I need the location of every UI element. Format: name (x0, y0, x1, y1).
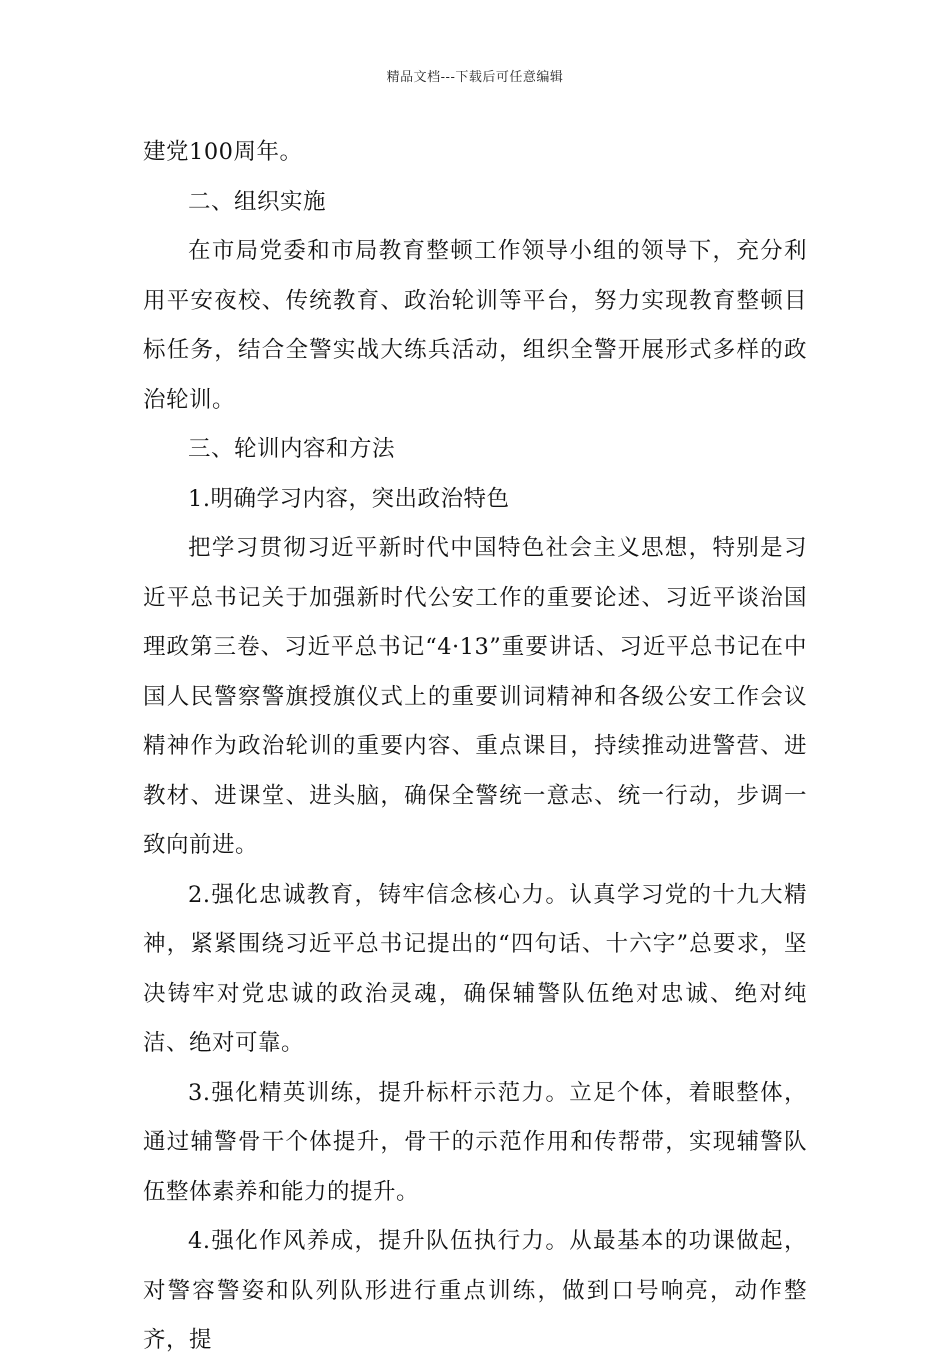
paragraph-style-cultivation: 4.强化作风养成，提升队伍执行力。从最基本的功课做起，对警容警姿和队列队形进行重点训练，做到口号响亮，动作整齐，提 (143, 1228, 807, 1353)
subheading-study-content: 1.明确学习内容，突出政治特色 (188, 485, 510, 512)
paragraph-elite-training: 3.强化精英训练，提升标杆示范力。立足个体，着眼整体，通过辅警骨干个体提升，骨干的示范作用和传帮带，实现辅警队伍整体素养和能力的提升。 (143, 1079, 807, 1205)
paragraph-intro-tail: 建党100周年。 (143, 139, 303, 165)
paragraph-study-content: 把学习贯彻习近平新时代中国特色社会主义思想，特别是习近平总书记关于加强新时代公安工作的重要论述、习近平谈治国理政第三卷、习近平总书记“4·13”重要讲话、习近平总书记在中国人民警察警旗授旗仪式上的重要训词精神和各级公安工作会议精神作为政治轮训的重要内容、重点课目，持续推动进警营、进教材、进课堂、进头脑，确保全警统一意志、统一行动，步调一致向前进。 (143, 535, 807, 858)
paragraph-organization: 在市局党委和市局教育整顿工作领导小组的领导下，充分利用平安夜校、传统教育、政治轮训等平台，努力实现教育整顿目标任务，结合全警实战大练兵活动，组织全警开展形式多样的政治轮训。 (143, 238, 807, 413)
section-heading-content-methods: 三、轮训内容和方法 (188, 436, 396, 462)
paragraph-loyalty-education: 2.强化忠诚教育，铸牢信念核心力。认真学习党的十九大精神，紧紧围绕习近平总书记提出的“四句话、十六字”总要求，坚决铸牢对党忠诚的政治灵魂，确保辅警队伍绝对忠诚、绝对纯洁、绝对可靠。 (143, 881, 807, 1056)
document-body (143, 128, 807, 1366)
page-header: 精品文档---下载后可任意编辑 (386, 70, 564, 85)
section-heading-organization: 二、组织实施 (188, 188, 327, 215)
